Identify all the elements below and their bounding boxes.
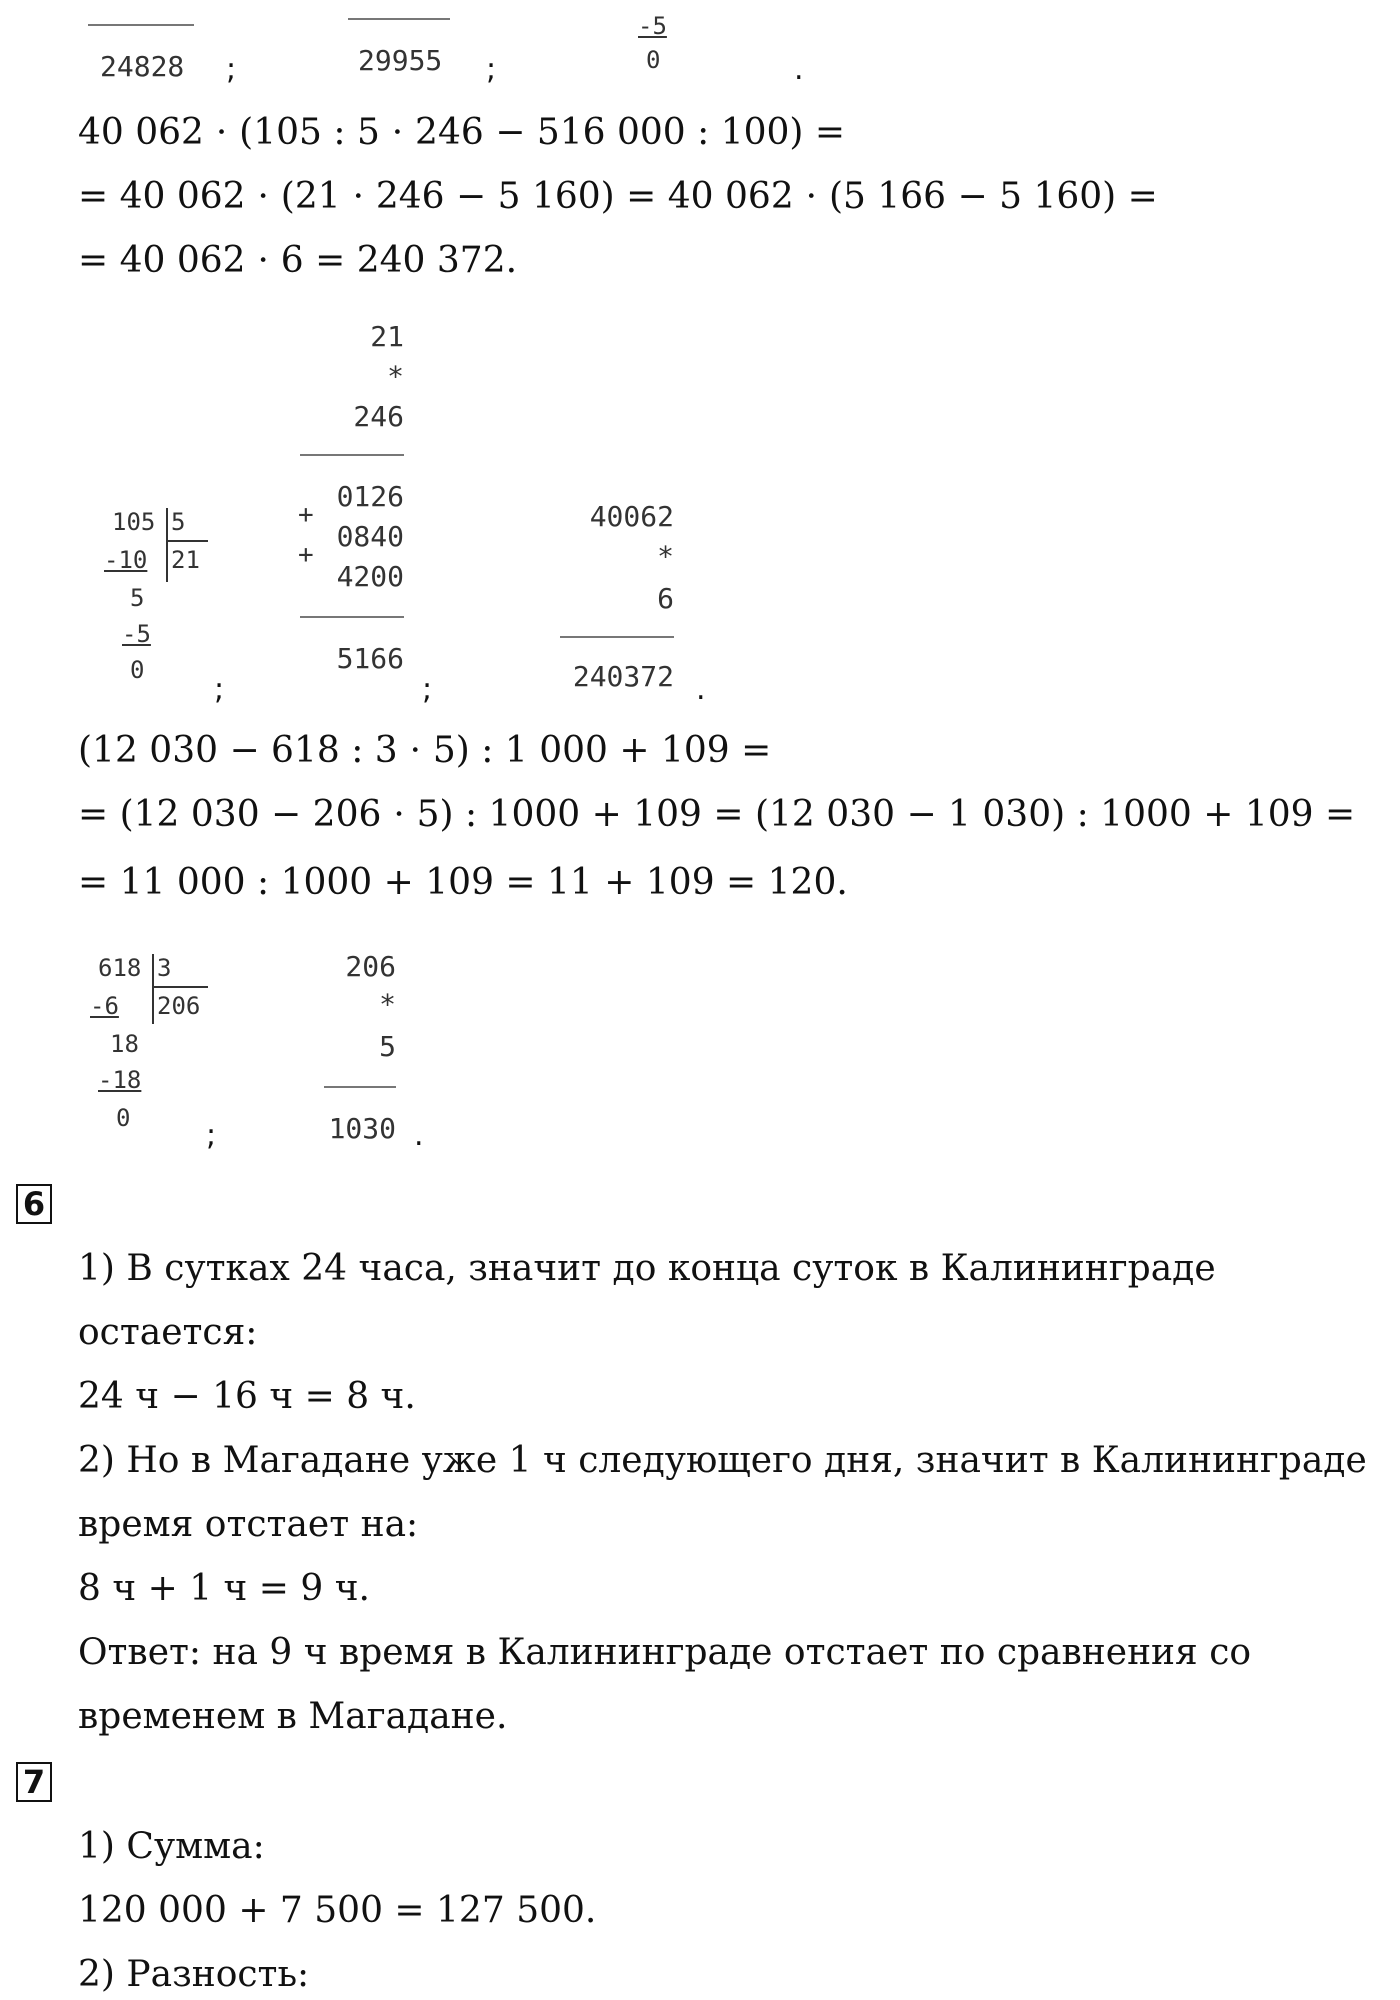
solution-line: 1) Сумма: [78, 1826, 265, 1867]
factor: 5 [379, 1030, 396, 1063]
division-step: 18 [110, 1030, 139, 1058]
division-step: -18 [98, 1066, 142, 1094]
separator: ; [214, 672, 225, 707]
factor: 40062 [589, 500, 674, 533]
quotient-line [166, 540, 208, 542]
top-remainder: -5 [638, 12, 667, 40]
separator: ; [486, 52, 497, 87]
product-result: 5166 [336, 642, 404, 675]
plus-sign: + [298, 500, 314, 530]
top-result-1: 24828 [100, 50, 185, 83]
plus-sign: + [298, 540, 314, 570]
dividend: 105 [112, 508, 156, 536]
factor: 206 [345, 950, 396, 983]
division-remainder: 0 [130, 656, 145, 684]
equation-line: = (12 030 − 206 ⋅ 5) : 1000 + 109 = (12 030 − 1 030) : 1000 + 109 = [78, 794, 1356, 835]
separator: ; [226, 52, 237, 87]
column-line [300, 454, 404, 456]
division-step: -10 [104, 546, 148, 574]
top-column-line [348, 18, 450, 20]
division-step: -5 [122, 620, 151, 648]
top-result-2: 29955 [358, 44, 443, 77]
quotient: 206 [157, 992, 201, 1020]
column-line [324, 1086, 396, 1088]
product-result: 240372 [572, 660, 674, 693]
separator: ; [206, 1118, 217, 1153]
solution-line: 8 ч + 1 ч = 9 ч. [78, 1568, 370, 1609]
multiply-sign: * [657, 540, 674, 573]
solution-line: 1) В сутках 24 часа, значит до конца суток в Калининграде [78, 1248, 1216, 1289]
divisor: 5 [171, 508, 186, 536]
column-line [300, 616, 404, 618]
answer-line: Ответ: на 9 ч время в Калининграде отстает по сравнения со [78, 1632, 1252, 1673]
product-result: 1030 [328, 1112, 396, 1145]
equation-line: (12 030 − 618 : 3 ⋅ 5) : 1 000 + 109 = [78, 730, 772, 771]
top-zero: 0 [646, 46, 661, 74]
quotient-line [152, 986, 208, 988]
task-number: 7 [16, 1762, 52, 1802]
division-step: 5 [130, 584, 145, 612]
multiply-sign: * [379, 988, 396, 1021]
separator: . [794, 52, 804, 87]
answer-line: временем в Магадане. [78, 1696, 508, 1737]
partial-product: 0126 [336, 480, 404, 513]
factor: 6 [657, 582, 674, 615]
division-remainder: 0 [116, 1104, 131, 1132]
equation-line: = 40 062 ⋅ 6 = 240 372. [78, 240, 518, 281]
division-bar [166, 508, 168, 582]
quotient: 21 [171, 546, 200, 574]
partial-product: 0840 [336, 520, 404, 553]
division-bar [152, 954, 154, 1024]
equation-line: 40 062 ⋅ (105 : 5 ⋅ 246 − 516 000 : 100) = [78, 112, 846, 153]
solution-line: 24 ч − 16 ч = 8 ч. [78, 1376, 416, 1417]
solution-line: время отстает на: [78, 1504, 419, 1545]
divisor: 3 [157, 954, 172, 982]
separator: . [414, 1118, 424, 1153]
solution-line: 2) Но в Магадане уже 1 ч следующего дня, значит в Калининграде [78, 1440, 1367, 1481]
column-line [560, 636, 674, 638]
top-column-line [88, 24, 194, 26]
separator: . [696, 672, 706, 707]
solution-line: 120 000 + 7 500 = 127 500. [78, 1890, 597, 1931]
factor: 21 [370, 320, 404, 353]
separator: ; [422, 672, 433, 707]
solution-line: 2) Разность: [78, 1954, 310, 1995]
task-number: 6 [16, 1184, 52, 1224]
dividend: 618 [98, 954, 142, 982]
multiply-sign: * [387, 360, 404, 393]
solution-line: остается: [78, 1312, 258, 1353]
division-step: -6 [90, 992, 119, 1020]
equation-line: = 40 062 ⋅ (21 ⋅ 246 − 5 160) = 40 062 ⋅ (5 166 − 5 160) = [78, 176, 1158, 217]
equation-line: = 11 000 : 1000 + 109 = 11 + 109 = 120. [78, 862, 848, 903]
factor: 246 [353, 400, 404, 433]
partial-product: 4200 [336, 560, 404, 593]
